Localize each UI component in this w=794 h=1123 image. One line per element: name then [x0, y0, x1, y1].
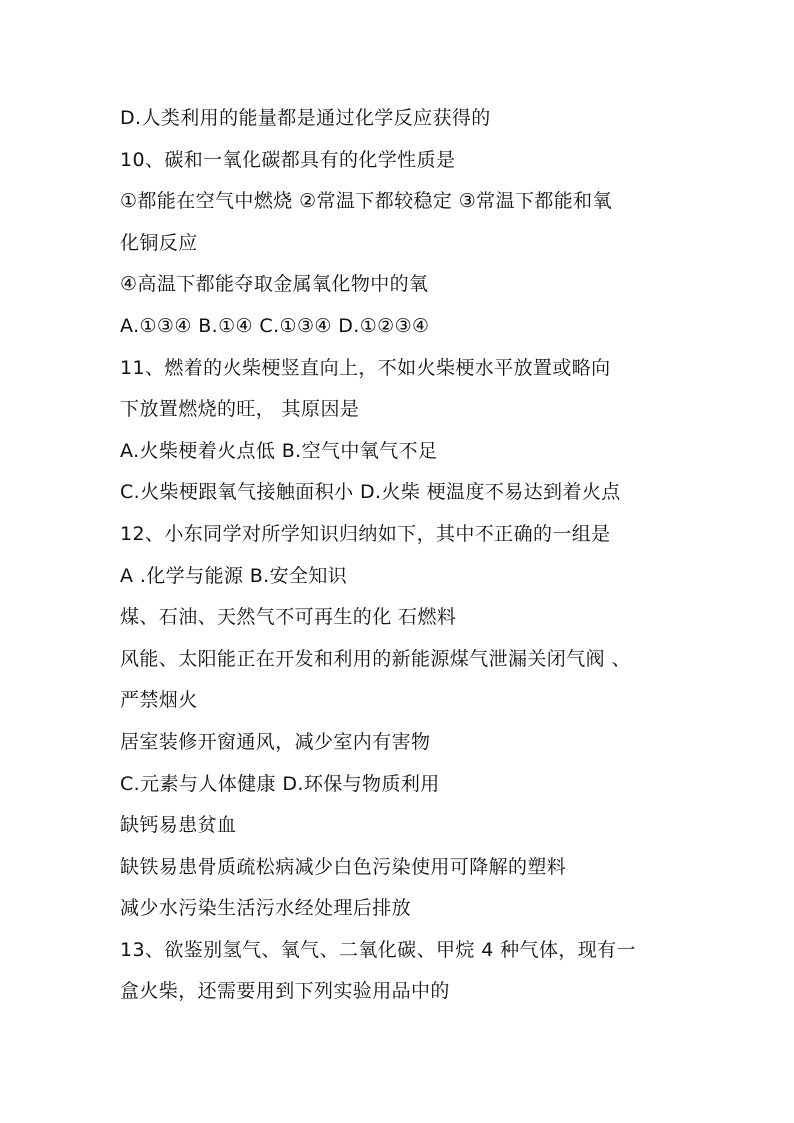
option-d-q9: D.人类利用的能量都是通过化学反应获得的 — [120, 107, 491, 129]
q12-c-item-1: 缺钙易患贫血 — [120, 814, 237, 837]
question-10: 10、碳和一氧化碳都具有的化学性质是 — [120, 148, 456, 171]
question-12: 12、小东同学对所学知识归纳如下，其中不正确的一组是 — [120, 522, 611, 545]
q12-options-ab: A .化学与能源 B.安全知识 — [120, 564, 348, 587]
question-11-line-2: 下放置燃烧的旺， 其原因是 — [120, 398, 360, 421]
q12-options-cd: C.元素与人体健康 D.环保与物质利用 — [120, 772, 440, 795]
q10-options: A.①③④ B.①④ C.①③④ D.①②③④ — [120, 314, 430, 337]
q11-options-cd: C.火柴梗跟氧气接触面积小 D.火柴 梗温度不易达到着火点 — [120, 481, 621, 504]
q12-b-item-cont: 严禁烟火 — [120, 689, 198, 712]
q12-a-b-item-2: 风能、太阳能正在开发和利用的新能源煤气泄漏关闭气阀 、 — [120, 647, 631, 670]
q12-c-d-item-2: 缺铁易患骨质疏松病减少白色污染使用可降解的塑料 — [120, 855, 567, 878]
q12-b-item-3: 居室装修开窗通风，减少室内有害物 — [120, 730, 431, 753]
q11-options-ab: A.火柴梗着火点低 B.空气中氧气不足 — [120, 439, 438, 462]
q12-a-item-1: 煤、石油、天然气不可再生的化 石燃料 — [120, 606, 457, 629]
document-body — [120, 98, 720, 1013]
q10-statements-line-1: ①都能在空气中燃烧 ②常温下都较稳定 ③常温下都能和氧 — [120, 190, 612, 213]
question-13-line-2: 盒火柴，还需要用到下列实验用品中的 — [120, 980, 450, 1003]
q10-statement-4: ④高温下都能夺取金属氧化物中的氧 — [120, 273, 429, 296]
q12-d-item-3: 减少水污染生活污水经处理后排放 — [120, 897, 412, 920]
question-11-line-1: 11、燃着的火柴梗竖直向上，不如火柴梗水平放置或略向 — [120, 356, 611, 379]
question-13-line-1: 13、欲鉴别氢气、氧气、二氧化碳、甲烷 4 种气体，现有一 — [120, 938, 636, 961]
q10-statements-line-2: 化铜反应 — [120, 231, 198, 254]
